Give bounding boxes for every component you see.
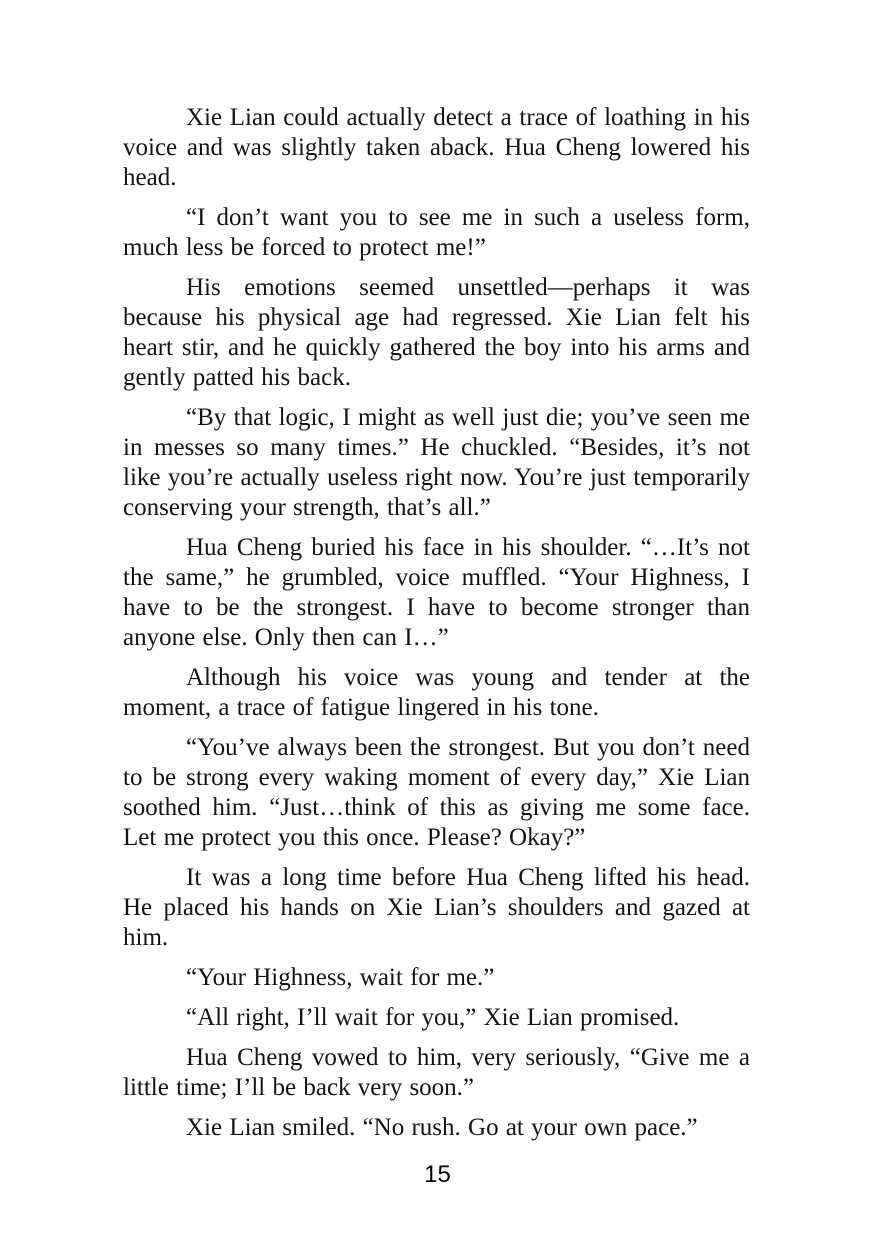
paragraph: Hua Cheng buried his face in his shoulder. “…It’s not the same,” he grumbled, voice muffled. “Your Highness, I have to be the strongest. I have to become stronger than anyone else. Only then can I…” [123,534,750,651]
paragraph: Hua Cheng vowed to him, very seriously, “Give me a little time; I’ll be back very soon.” [123,1044,750,1101]
paragraph: “Your Highness, wait for me.” [186,964,495,991]
paragraph: “All right, I’ll wait for you,” Xie Lian promised. [186,1004,680,1031]
paragraph: Xie Lian could actually detect a trace of loathing in his voice and was slightly taken aback. Hua Cheng lowered his head. [123,104,750,191]
paragraph: “By that logic, I might as well just die; you’ve seen me in messes so many times.” He chuckled. “Besides, it’s not like you’re actually useless right now. You’re just temporarily conserving your strength, that’s all.” [123,404,750,521]
paragraph: His emotions seemed unsettled—perhaps it was because his physical age had regressed. Xie Lian felt his heart stir, and he quickly gathered the boy into his arms and gently patted his back. [123,274,750,391]
paragraph: Although his voice was young and tender at the moment, a trace of fatigue lingered in his tone. [123,664,750,721]
page-text-block [123,103,750,1153]
paragraph: Xie Lian smiled. “No rush. Go at your own pace.” [186,1114,698,1141]
page-number: 15 [424,1161,451,1188]
paragraph: “I don’t want you to see me in such a useless form, much less be forced to protect me!” [123,204,750,261]
paragraph: It was a long time before Hua Cheng lifted his head. He placed his hands on Xie Lian’s shoulders and gazed at him. [123,864,750,951]
paragraph: “You’ve always been the strongest. But you don’t need to be strong every waking moment of every day,” Xie Lian soothed him. “Just…think of this as giving me some face. Let me protect you this once. Please? Okay?” [123,734,750,851]
